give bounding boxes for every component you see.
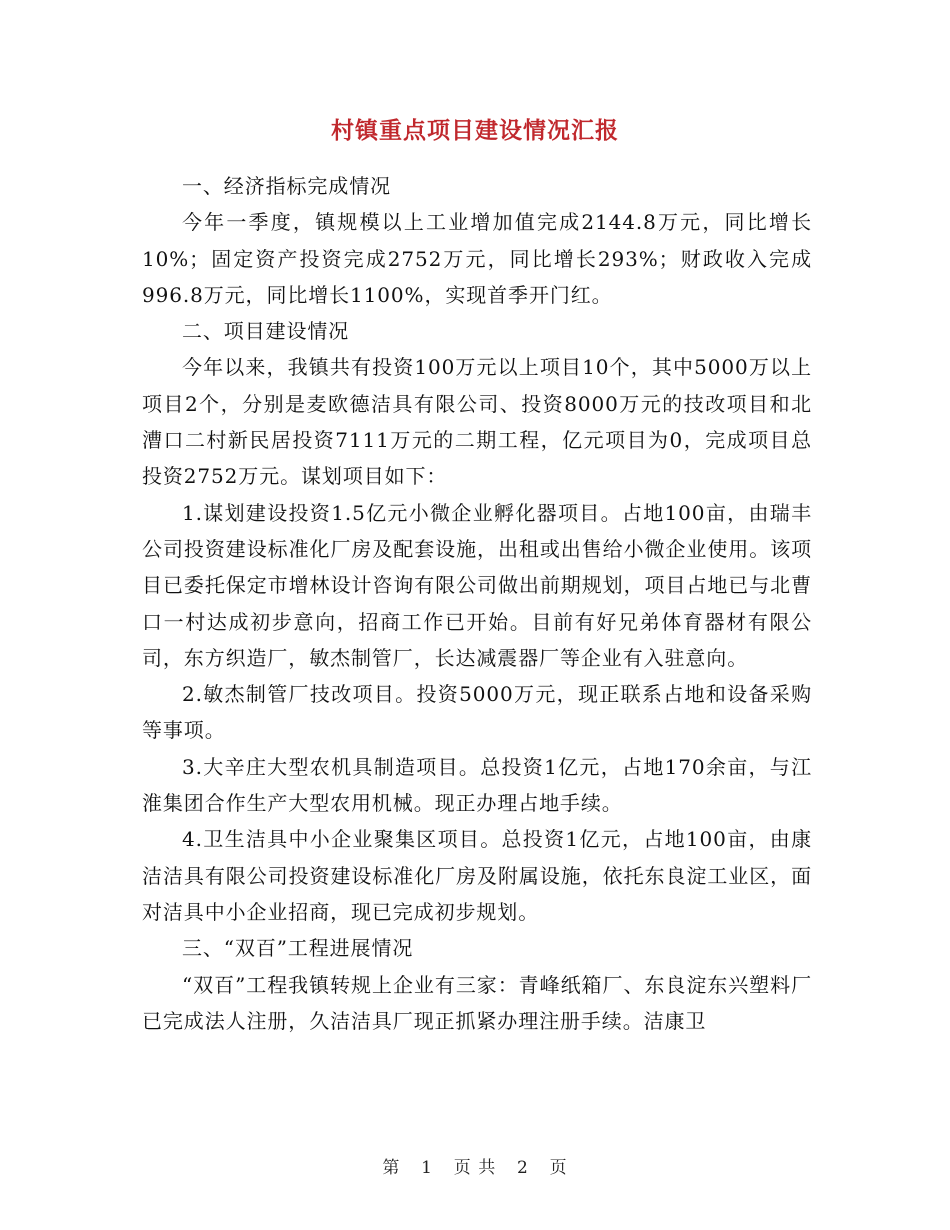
paragraph-projects-overview: 今年以来，我镇共有投资100万元以上项目10个，其中5000万以上项目2个，分别是麦欧德洁具有限公司、投资8000万元的技改项目和北漕口二村新民居投资7111万元的二期工程，亿元项目为0，完成项目总投资2752万元。谋划项目如下： [142,355,812,489]
paragraph-shuangbai: “双百”工程我镇转规上企业有三家：青峰纸箱厂、东良淀东兴塑料厂已完成法人注册，久洁洁具厂现正抓紧办理注册手续。洁康卫 [142,972,812,1033]
document-body [142,168,812,1039]
page-current-number: 1 [421,1158,433,1178]
page-footer [0,1153,950,1178]
page-label-mid: 页 共 [453,1158,497,1178]
paragraph-economic-indicators: 今年一季度，镇规模以上工业增加值完成2144.8万元，同比增长10%；固定资产投资完成2752万元，同比增长293%；财政收入完成996.8万元，同比增长1100%，实现首季开门红。 [142,210,812,307]
page-total-number: 2 [517,1158,529,1178]
page-label-prefix: 第 [382,1158,401,1178]
section-heading-projects: 二、项目建设情况 [182,319,350,344]
paragraph-project-3: 3.大辛庄大型农机具制造项目。总投资1亿元，占地170余亩，与江淮集团合作生产大型农用机械。现正办理占地手续。 [142,754,812,816]
section-heading-economic: 一、经济指标完成情况 [182,174,391,198]
page-label-suffix: 页 [549,1158,568,1178]
paragraph-project-2: 2.敏杰制管厂技改项目。投资5000万元，现正联系占地和设备采购等事项。 [142,682,812,743]
paragraph-project-4: 4.卫生洁具中小企业聚集区项目。总投资1亿元，占地100亩，由康洁洁具有限公司投资建设标准化厂房及附属设施，依托东良淀工业区，面对洁具中小企业招商，现已完成初步规划。 [142,827,812,924]
section-heading-shuangbai: 三、“双百”工程进展情况 [182,936,414,961]
paragraph-project-1: 1.谋划建设投资1.5亿元小微企业孵化器项目。占地100亩，由瑞丰公司投资建设标准化厂房及配套设施，出租或出售给小微企业使用。该项目已委托保定市增林设计咨询有限公司做出前期规划，项目占地已与北曹口一村达成初步意向，招商工作已开始。目前有好兄弟体育器材有限公司，东方织造厂，敏杰制管厂，长达减震器厂等企业有入驻意向。 [142,500,812,670]
document-title: 村镇重点项目建设情况汇报 [331,117,619,144]
